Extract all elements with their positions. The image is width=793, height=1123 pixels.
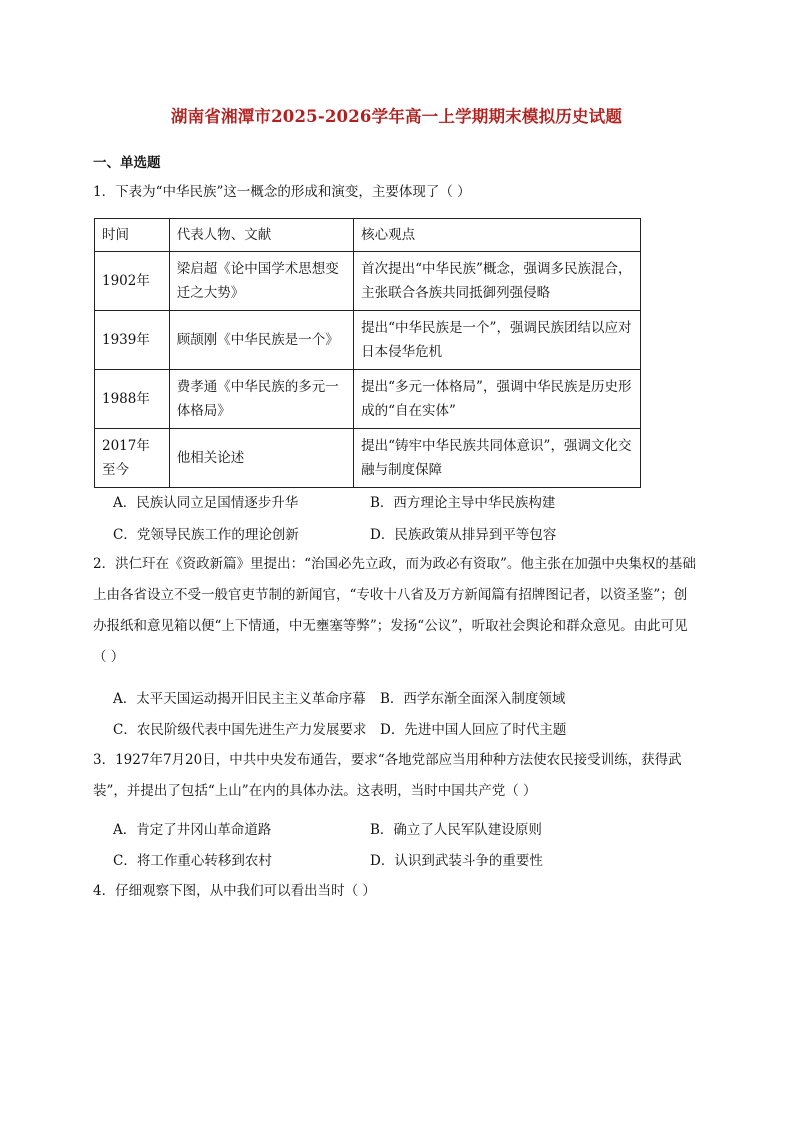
question-2-option-b[interactable]: B．西学东渐全面深入制度领域 [380, 691, 566, 707]
question-1-option-c[interactable]: C．党领导民族工作的理论创新 [113, 527, 299, 543]
question-3-option-a[interactable]: A．肯定了井冈山革命道路 [113, 822, 272, 838]
table-header-row [95, 219, 641, 252]
question-3-stem: 3．1927年7月20日，中共中央发布通告，要求“各地党部应当用种种方法使农民接受训练，获得武装”，并提出了包括“上山”在内的具体办法。这表明，当时中国共产党（ ） [93, 752, 682, 799]
table-cell: 费孝通《中华民族的多元一体格局》 [169, 370, 353, 429]
question-3-option-c[interactable]: C．将工作重心转移到农村 [113, 853, 272, 869]
question-2-option-a[interactable]: A．太平天国运动揭开旧民主主义革命序幕 [113, 691, 366, 707]
table-header-cell: 代表人物、文献 [169, 219, 353, 252]
table-cell: 顾颉刚《中华民族是一个》 [169, 311, 353, 370]
table-cell: 提出“铸牢中华民族共同体意识”，强调文化交融与制度保障 [354, 429, 641, 488]
question-1-option-d[interactable]: D．民族政策从排异到平等包容 [370, 527, 557, 543]
table-cell: 他相关论述 [169, 429, 353, 488]
section-heading: 一、单选题 [93, 155, 161, 171]
question-4-stem: 4．仔细观察下图，从中我们可以看出当时（ ） [93, 883, 376, 899]
question-1-option-b[interactable]: B．西方理论主导中华民族构建 [370, 495, 556, 511]
table-row [95, 311, 641, 370]
table-cell: 提出“中华民族是一个”，强调民族团结以应对日本侵华危机 [354, 311, 641, 370]
page-title: 湖南省湘潭市2025-2026学年高一上学期期末模拟历史试题 [170, 107, 623, 126]
table-cell: 梁启超《论中国学术思想变迁之大势》 [169, 252, 353, 311]
question-3-option-b[interactable]: B．确立了人民军队建设原则 [370, 822, 542, 838]
table-row [95, 252, 641, 311]
question-1-option-a[interactable]: A．民族认同立足国情逐步升华 [113, 495, 299, 511]
table-header-cell: 核心观点 [354, 219, 641, 252]
table-cell: 2017年至今 [95, 429, 170, 488]
table-cell: 1902年 [95, 252, 170, 311]
table-cell: 首次提出“中华民族”概念，强调多民族混合，主张联合各族共同抵御列强侵略 [354, 252, 641, 311]
question-2-option-c[interactable]: C．农民阶级代表中国先进生产力发展要求 [113, 722, 367, 738]
question-1-stem: 1．下表为“中华民族”这一概念的形成和演变，主要体现了（ ） [93, 184, 471, 200]
table-cell: 提出“多元一体格局”，强调中华民族是历史形成的“自在实体” [354, 370, 641, 429]
concept-evolution-table [94, 218, 641, 488]
table-cell: 1939年 [95, 311, 170, 370]
question-2-stem: 2．洪仁玕在《资政新篇》里提出：“治国必先立政，而为政必有资取”。他主张在加强中央集权的基础上由各省设立不受一般官吏节制的新闻官，“专收十八省及万方新闻篇有招牌图记者，以资圣鉴”；创办报纸和意见箱以便“上下情通，中无壅塞等弊”；发扬“公议”，听取社会舆论和群众意见。由此可见（ ） [93, 556, 696, 665]
table-row [95, 370, 641, 429]
table-cell: 1988年 [95, 370, 170, 429]
table-row [95, 429, 641, 488]
table-header-cell: 时间 [95, 219, 170, 252]
question-3-option-d[interactable]: D．认识到武装斗争的重要性 [370, 853, 543, 869]
question-2-option-d[interactable]: D．先进中国人回应了时代主题 [380, 722, 567, 738]
